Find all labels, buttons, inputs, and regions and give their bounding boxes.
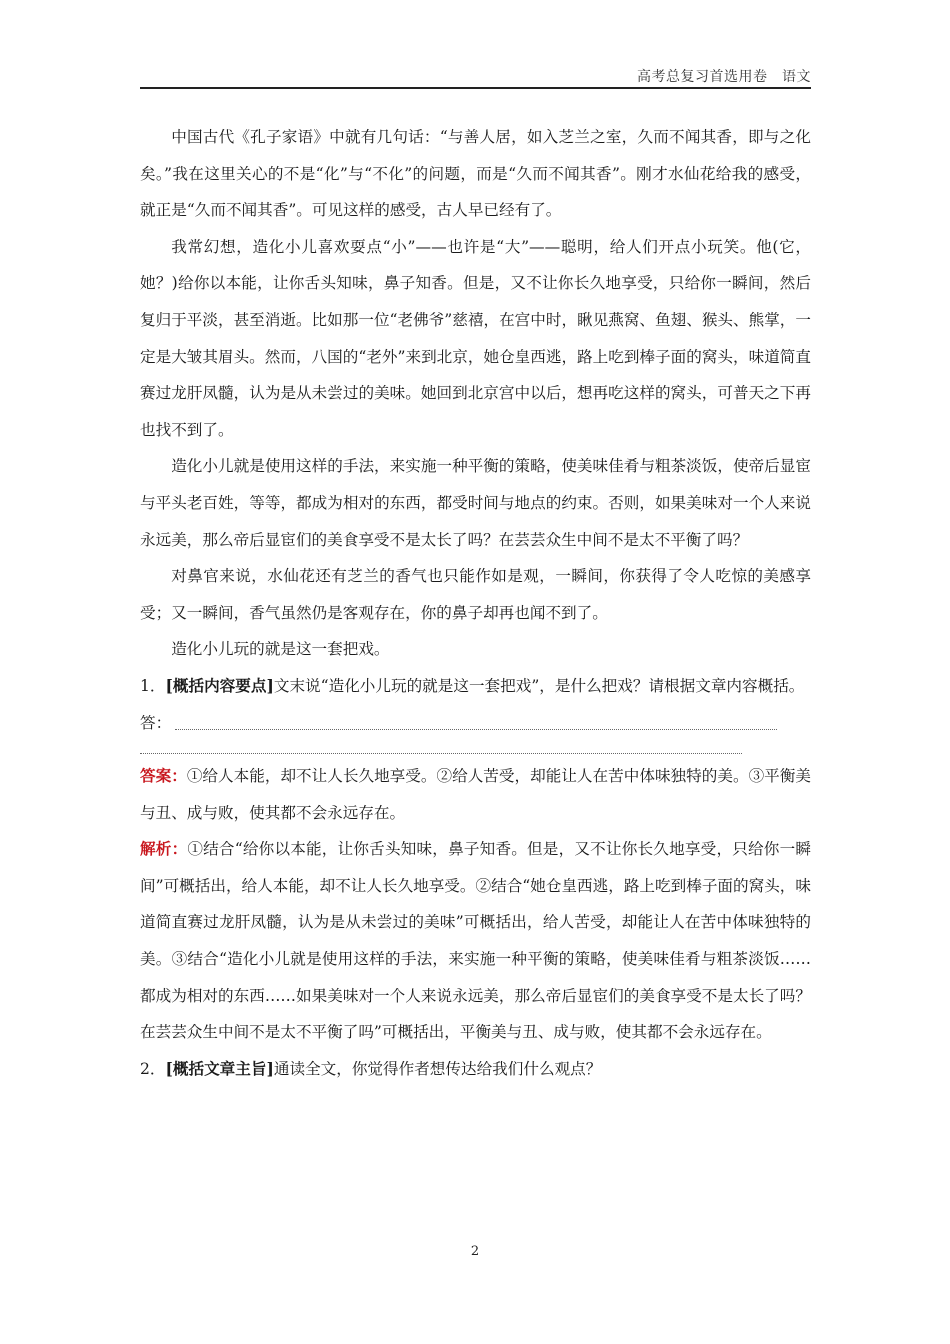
answer-blank-line-1 [140,705,811,742]
question-1-tag: [概括内容要点] [165,675,274,695]
question-2-number: 2． [140,1059,166,1078]
question-2-tag: [概括文章主旨] [165,1058,274,1078]
passage-paragraph-2: 我常幻想，造化小儿喜欢耍点“小”——也许是“大”——聪明，给人们开点小玩笑。他(它，她？)给你以本能，让你舌头知味，鼻子知香。但是，又不让你长久地享受，只给你一瞬间，然后复归于平淡，甚至消逝。比如那一位“老佛爷”慈禧，在宫中时，瞅见燕窝、鱼翅、猴头、熊掌，一定是大皱其眉头。然而，八国的“老外”来到北京，她仓皇西逃，路上吃到棒子面的窝头，味道简直赛过龙肝凤髓，认为是从未尝过的美味。她回到北京宫中以后，想再吃这样的窝头，可普天之下再也找不到了。 [140,237,811,439]
analysis-label: 解析： [140,839,188,859]
question-1 [140,668,811,705]
analysis-text: ①结合“给你以本能，让你舌头知味，鼻子知香。但是，又不让你长久地享受，只给你一瞬间”可概括出，给人本能，却不让人长久地享受。②结合“她仓皇西逃，路上吃到棒子面的窝头，味道简直赛过龙肝凤髓，认为是从未尝过的美味”可概括出，给人苦受，却能让人在苦中体味独特的美。③结合“造化小儿就是使用这样的手法，来实施一种平衡的策略，使美味佳肴与粗茶淡饭……都成为相对的东西……如果美味对一个人来说永远美，那么帝后显宦们的美食享受不是太长了吗？在芸芸众生中间不是太不平衡了吗”可概括出，平衡美与丑、成与败，使其都不会永远存在。 [140,840,811,1042]
passage-paragraph-4: 对鼻官来说，水仙花还有芝兰的香气也只能作如是观，一瞬间，你获得了令人吃惊的美感享受；又一瞬间，香气虽然仍是客观存在，你的鼻子却再也闻不到了。 [140,567,811,622]
answer-1 [140,758,811,831]
header-divider [140,87,811,89]
page-header: 高考总复习首选用卷 语文 [637,69,811,85]
passage-paragraph-1: 中国古代《孔子家语》中就有几句话：“与善人居，如入芝兰之室，久而不闻其香，即与之化矣。”我在这里关心的不是“化”与“不化”的问题，而是“久而不闻其香”。刚才水仙花给我的感受，就正是“久而不闻其香”。可见这样的感受，古人早已经有了。 [140,128,811,220]
question-2 [140,1051,811,1088]
question-2-text: 通读全文，你觉得作者想传达给我们什么观点？ [273,1059,602,1078]
page-number: 2 [470,1244,480,1259]
answer-label: 答案： [140,766,187,786]
analysis-1 [140,831,811,1051]
passage-paragraph-5: 造化小儿玩的就是这一套把戏。 [171,640,390,659]
answer-blank-fill[interactable] [175,729,777,730]
passage-paragraph-3: 造化小儿就是使用这样的手法，来实施一种平衡的策略，使美味佳肴与粗茶淡饭，使帝后显宦与平头老百姓，等等，都成为相对的东西，都受时间与地点的约束。否则，如果美味对一个人来说永远美，那么帝后显宦们的美食享受不是太长了吗？在芸芸众生中间不是太不平衡了吗？ [140,457,811,549]
document-body [140,119,811,1087]
question-1-number: 1． [140,676,166,695]
answer-prompt: 答： [140,713,172,732]
question-1-text: 文末说“造化小儿玩的就是这一套把戏”，是什么把戏？请根据文章内容概括。 [273,676,805,695]
answer-text: ①给人本能，却不让人长久地享受。②给人苦受，却能让人在苦中体味独特的美。③平衡美与丑、成与败，使其都不会永远存在。 [140,767,811,822]
answer-blank-line-2[interactable] [140,753,742,754]
